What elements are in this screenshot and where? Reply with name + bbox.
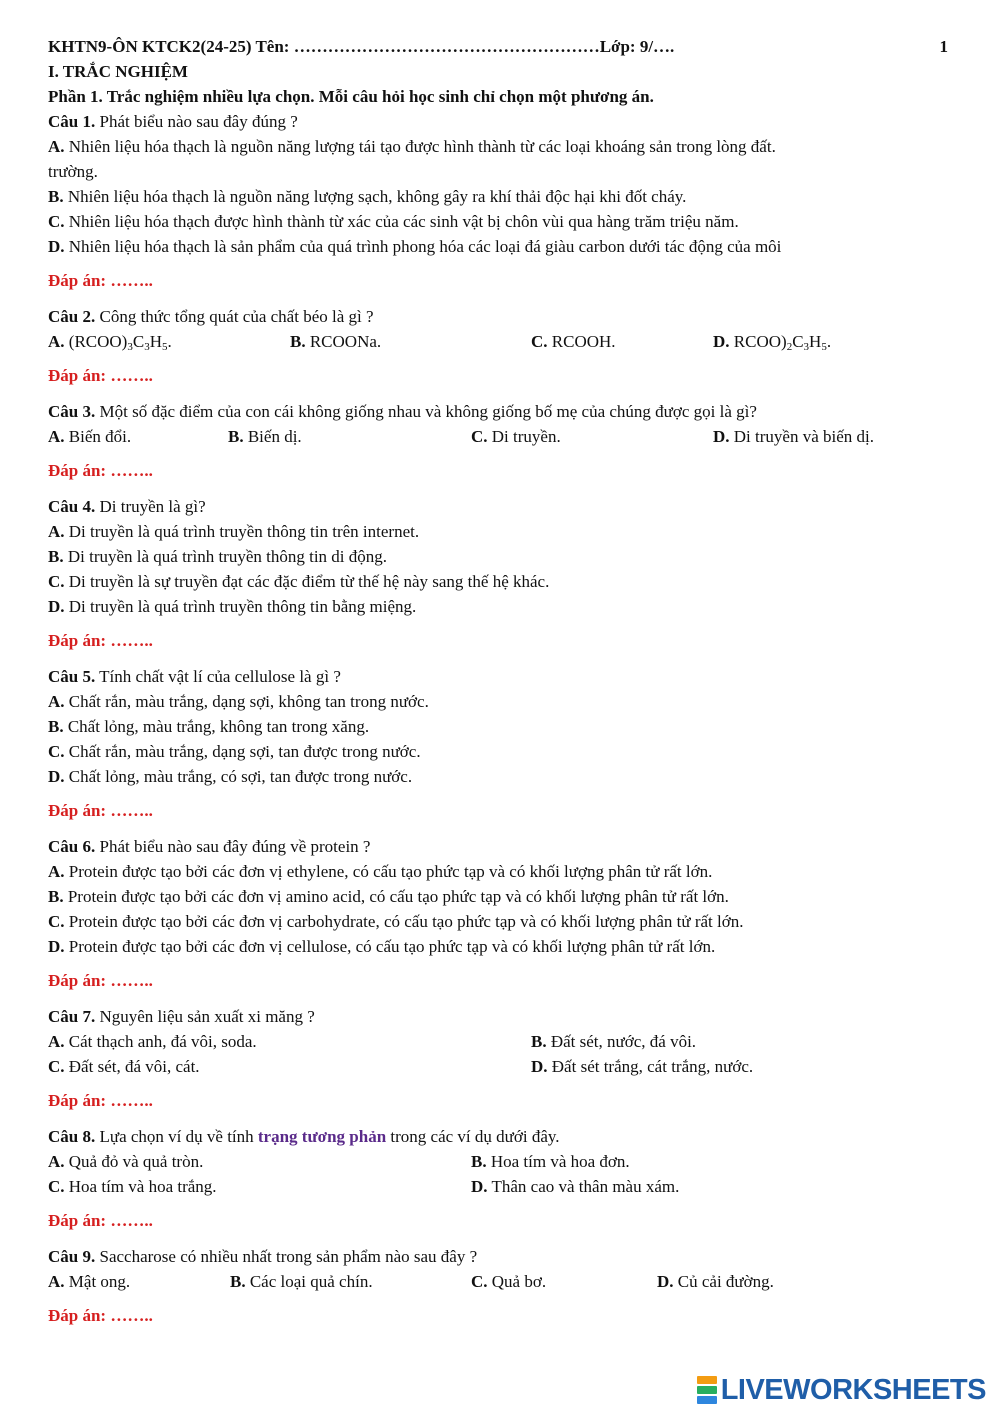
option-d: Nhiên liệu hóa thạch là sản phẩm của quá trình phong hóa các loại đá giàu carbon dưới tác động của môi	[68, 237, 782, 256]
question-text: Nguyên liệu sản xuất xi măng ?	[95, 1007, 315, 1026]
option-label-a: A.	[48, 137, 65, 156]
question-number: Câu 5.	[48, 667, 96, 686]
option-a: A. $(RCOO)_3C_3H_5$.	[48, 332, 172, 353]
answer-field[interactable]: Đáp án: ……..	[48, 271, 153, 290]
option-a: A. Mật ong.	[48, 1272, 131, 1291]
question-5	[48, 664, 948, 823]
worksheet-header	[48, 34, 948, 59]
question-number: Câu 7.	[48, 1007, 96, 1026]
option-c: C. Di truyền.	[471, 427, 561, 446]
question-number: Câu 9.	[48, 1247, 96, 1266]
page-number: 1	[939, 37, 948, 56]
question-4	[48, 494, 948, 653]
option-d: Di truyền là quá trình truyền thông tin bằng miệng.	[68, 597, 417, 616]
question-text-end: trong các ví dụ dưới đây.	[386, 1127, 560, 1146]
section-title: I. TRẮC NGHIỆM	[48, 62, 188, 81]
question-7	[48, 1004, 948, 1113]
question-2	[48, 304, 948, 388]
option-a: A. Quả đỏ và quả tròn.	[48, 1152, 204, 1171]
question-9	[48, 1244, 948, 1328]
option-c: C. Quả bơ.	[471, 1272, 547, 1291]
header-title: KHTN9-ÔN KTCK2(24-25) Tên: ………………………………………………Lớp: 9/….	[48, 37, 675, 56]
option-c: Nhiên liệu hóa thạch được hình thành từ xác của các sinh vật bị chôn vùi qua hàng trăm triệu năm.	[68, 212, 739, 231]
question-number: Câu 1.	[48, 112, 96, 131]
option-d: Chất lỏng, màu trắng, có sợi, tan được trong nước.	[68, 767, 413, 786]
option-label-c: C.	[48, 912, 65, 931]
option-b: Nhiên liệu hóa thạch là nguồn năng lượng sạch, không gây ra khí thải độc hại khi đốt cháy.	[67, 187, 687, 206]
question-number: Câu 8.	[48, 1127, 96, 1146]
option-b: Di truyền là quá trình truyền thông tin di động.	[67, 547, 388, 566]
option-label-c: C.	[48, 572, 65, 591]
option-b: Chất lỏng, màu trắng, không tan trong xăng.	[67, 717, 370, 736]
answer-field[interactable]: Đáp án: ……..	[48, 1211, 153, 1230]
option-a: Nhiên liệu hóa thạch là nguồn năng lượng tái tạo được hình thành từ các loại khoáng sản trong lòng đất.	[68, 137, 776, 156]
option-c: Protein được tạo bởi các đơn vị carbohydrate, có cấu tạo phức tạp và có khối lượng phân tử rất lớn.	[68, 912, 744, 931]
question-number: Câu 2.	[48, 307, 96, 326]
answer-field[interactable]: Đáp án: ……..	[48, 1306, 153, 1325]
question-8	[48, 1124, 948, 1233]
option-label-d: D.	[48, 767, 65, 786]
answer-field[interactable]: Đáp án: ……..	[48, 1091, 153, 1110]
option-a: Chất rắn, màu trắng, dạng sợi, không tan trong nước.	[68, 692, 429, 711]
option-label-a: A.	[48, 522, 65, 541]
question-text: Di truyền là gì?	[95, 497, 206, 516]
option-c: Di truyền là sự truyền đạt các đặc điểm từ thế hệ này sang thế hệ khác.	[68, 572, 550, 591]
option-b: Protein được tạo bởi các đơn vị amino acid, có cấu tạo phức tạp và có khối lượng phân tử rất lớn.	[67, 887, 729, 906]
question-text: Phát biểu nào sau đây đúng về protein ?	[95, 837, 371, 856]
option-a: Di truyền là quá trình truyền thông tin trên internet.	[68, 522, 420, 541]
question-text: Lựa chọn ví dụ về tính	[95, 1127, 258, 1146]
question-3	[48, 399, 948, 483]
option-label-d: D.	[48, 597, 65, 616]
liveworksheets-logo[interactable]	[697, 1372, 986, 1408]
answer-field[interactable]: Đáp án: ……..	[48, 801, 153, 820]
option-c: C. Đất sét, đá vôi, cát.	[48, 1057, 200, 1076]
option-label-a: A.	[48, 692, 65, 711]
option-d: D. Thân cao và thân màu xám.	[471, 1177, 680, 1196]
option-label-d: D.	[48, 937, 65, 956]
question-text: Phát biểu nào sau đây đúng ?	[95, 112, 298, 131]
option-d: D. Đất sét trắng, cát trắng, nước.	[531, 1057, 754, 1076]
answer-field[interactable]: Đáp án: ……..	[48, 461, 153, 480]
question-text: Saccharose có nhiều nhất trong sản phẩm nào sau đây ?	[95, 1247, 478, 1266]
answer-field[interactable]: Đáp án: ……..	[48, 971, 153, 990]
question-6	[48, 834, 948, 993]
option-a-continued: trường.	[48, 162, 98, 181]
option-d: D. Di truyền và biến dị.	[713, 427, 874, 446]
option-label-d: D.	[48, 237, 65, 256]
question-text: Tính chất vật lí của cellulose là gì ?	[95, 667, 341, 686]
option-d: D. $RCOO)_2C_3H_5$.	[713, 332, 832, 353]
option-label-b: B.	[48, 547, 64, 566]
option-c: C. RCOOH.	[531, 332, 616, 351]
option-label-b: B.	[48, 887, 64, 906]
option-b: B. RCOONa.	[290, 332, 382, 351]
option-label-c: C.	[48, 742, 65, 761]
option-c: Chất rắn, màu trắng, dạng sợi, tan được trong nước.	[68, 742, 421, 761]
question-text: Một số đặc điểm của con cái không giống nhau và không giống bố mẹ của chúng được gọi là gì?	[95, 402, 757, 421]
option-a: Protein được tạo bởi các đơn vị ethylene, có cấu tạo phức tạp và có khối lượng phân tử rất lớn.	[68, 862, 713, 881]
brand-name: LIVEWORKSHEETS	[720, 1373, 986, 1406]
option-label-b: B.	[48, 717, 64, 736]
part-title: Phần 1. Trắc nghiệm nhiều lựa chọn. Mỗi câu hỏi học sinh chỉ chọn một phương án.	[48, 87, 654, 106]
option-a: A. Biến đổi.	[48, 427, 132, 446]
question-text: Công thức tổng quát của chất béo là gì ?	[95, 307, 374, 326]
option-b: B. Hoa tím và hoa đơn.	[471, 1152, 630, 1171]
option-c: C. Hoa tím và hoa trắng.	[48, 1177, 217, 1196]
highlighted-term: trạng tương phản	[257, 1127, 387, 1146]
answer-field[interactable]: Đáp án: ……..	[48, 631, 153, 650]
option-a: A. Cát thạch anh, đá vôi, soda.	[48, 1032, 257, 1051]
option-label-b: B.	[48, 187, 64, 206]
question-number: Câu 6.	[48, 837, 96, 856]
option-label-c: C.	[48, 212, 65, 231]
question-1	[48, 109, 948, 293]
option-b: B. Đất sét, nước, đá vôi.	[531, 1032, 697, 1051]
option-d: D. Củ cải đường.	[657, 1272, 774, 1291]
liveworksheets-logo-icon	[697, 1375, 717, 1405]
answer-field[interactable]: Đáp án: ……..	[48, 366, 153, 385]
option-b: B. Các loại quả chín.	[230, 1272, 373, 1291]
worksheet-page	[48, 34, 948, 1339]
question-number: Câu 3.	[48, 402, 96, 421]
option-b: B. Biến dị.	[228, 427, 302, 446]
option-label-a: A.	[48, 862, 65, 881]
option-d: Protein được tạo bởi các đơn vị cellulose, có cấu tạo phức tạp và có khối lượng phân tử rất lớn.	[68, 937, 716, 956]
question-number: Câu 4.	[48, 497, 96, 516]
